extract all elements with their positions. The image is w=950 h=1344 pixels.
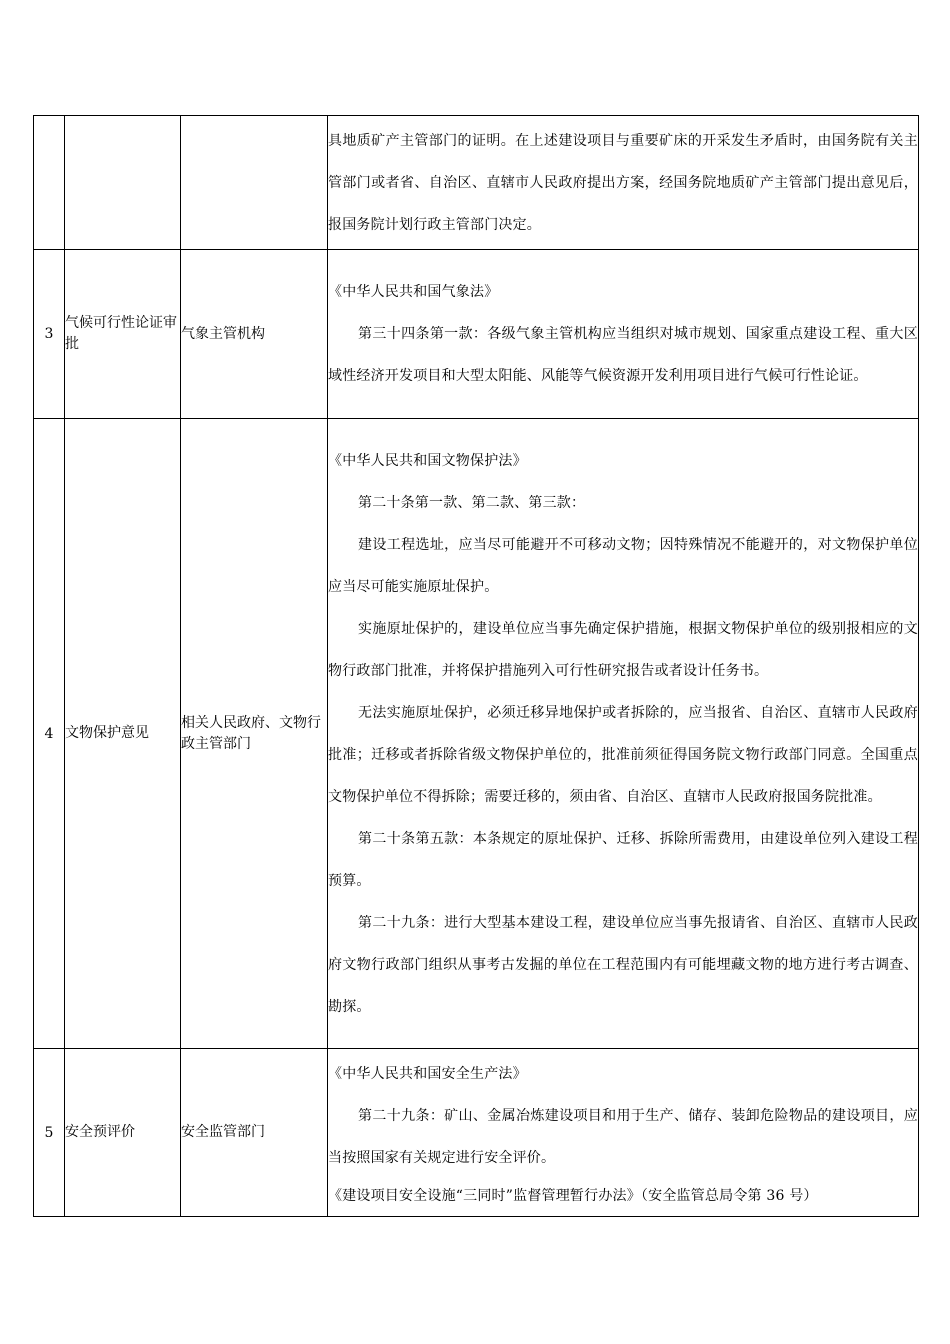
law-title: 《中华人民共和国气象法》	[328, 284, 499, 300]
responsible-department: 相关人民政府、文物行政主管部门	[181, 419, 328, 1049]
approval-item: 文物保护意见	[65, 419, 181, 1049]
table-row	[34, 1049, 919, 1217]
basis-paragraph: 实施原址保护的，建设单位应当事先确定保护措施，根据文物保护单位的级别报相应的文物行政部门批准，并将保护措施列入可行性研究报告或者设计任务书。	[328, 620, 918, 679]
table-row	[34, 116, 919, 250]
legal-basis-cell	[328, 116, 919, 250]
responsible-department: 气象主管机构	[181, 250, 328, 419]
approval-item: 气候可行性论证审批	[65, 250, 181, 419]
row-number: 4	[34, 419, 65, 1049]
basis-paragraph: 第二十条第一款、第二款、第三款：	[358, 494, 586, 511]
table-row	[34, 250, 919, 419]
responsible-department: 安全监管部门	[181, 1049, 328, 1217]
legal-basis-cell	[328, 250, 919, 419]
basis-paragraph: 无法实施原址保护，必须迁移异地保护或者拆除的，应当报省、自治区、直辖市人民政府批准；迁移或者拆除省级文物保护单位的，批准前须征得国务院文物行政部门同意。全国重点文物保护单位不得拆除；需要迁移的，须由省、自治区、直辖市人民政府报国务院批准。	[328, 704, 918, 805]
row-number: 3	[34, 250, 65, 419]
basis-paragraph: 建设工程选址，应当尽可能避开不可移动文物；因特殊情况不能避开的，对文物保护单位应当尽可能实施原址保护。	[328, 536, 918, 595]
legal-basis-cell	[328, 1049, 919, 1217]
approval-item	[65, 116, 181, 250]
row-number	[34, 116, 65, 250]
responsible-department	[181, 116, 328, 250]
law-title-secondary: 《建设项目安全设施“三同时”监督管理暂行办法》（安全监管总局令第 36 号）	[328, 1187, 818, 1204]
basis-paragraph: 具地质矿产主管部门的证明。在上述建设项目与重要矿床的开采发生矛盾时，由国务院有关主管部门或者省、自治区、直辖市人民政府提出方案，经国务院地质矿产主管部门提出意见后，报国务院计划行政主管部门决定。	[328, 132, 918, 233]
law-title: 《中华人民共和国文物保护法》	[328, 452, 527, 469]
basis-paragraph: 第三十四条第一款：各级气象主管机构应当组织对城市规划、国家重点建设工程、重大区域性经济开发项目和大型太阳能、风能等气候资源开发利用项目进行气候可行性论证。	[328, 326, 918, 384]
basis-paragraph: 第二十九条：矿山、金属冶炼建设项目和用于生产、储存、装卸危险物品的建设项目，应当按照国家有关规定进行安全评价。	[328, 1107, 918, 1166]
law-title: 《中华人民共和国安全生产法》	[328, 1065, 527, 1082]
row-number: 5	[34, 1049, 65, 1217]
legal-basis-cell	[328, 419, 919, 1049]
approval-item: 安全预评价	[65, 1049, 181, 1217]
basis-paragraph: 第二十条第五款：本条规定的原址保护、迁移、拆除所需费用，由建设单位列入建设工程预算。	[328, 830, 918, 889]
basis-paragraph: 第二十九条：进行大型基本建设工程，建设单位应当事先报请省、自治区、直辖市人民政府文物行政部门组织从事考古发掘的单位在工程范围内有可能埋藏文物的地方进行考古调查、勘探。	[328, 914, 918, 1015]
legal-basis-table	[33, 115, 919, 1217]
table-row	[34, 419, 919, 1049]
